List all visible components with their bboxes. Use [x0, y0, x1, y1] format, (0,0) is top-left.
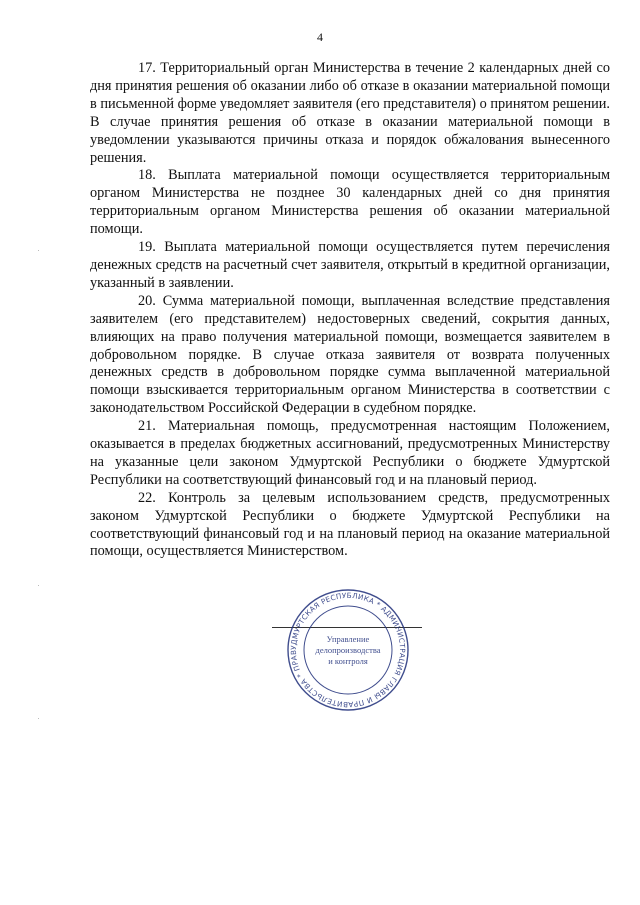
paragraph-21: 21. Материальная помощь, предусмотренная настоящим Положением, оказывается в пределах бюджетных ассигнований, предусмотренных Министерству на указанные цели законом Удмуртской Республики о бюджете Удмуртской Республики на соответствующий финансовый год и на плановый период.: [90, 418, 610, 488]
stamp-ring-text: УДМУРТСКАЯ РЕСПУБЛИКА * АДМИНИСТРАЦИЯ ГЛАВЫ И ПРАВИТЕЛЬСТВА * ПРАВ: [288, 590, 408, 710]
stamp-center-line-2: делопроизводства: [315, 645, 381, 655]
paragraph-22: 22. Контроль за целевым использованием средств, предусмотренных законом Удмуртской Республики о бюджете Удмуртской Республики на соответствующий финансовый год и на плановый период на оказание материальной помощи, осуществляется Министерством.: [90, 489, 610, 560]
paragraph-18: 18. Выплата материальной помощи осуществляется территориальным органом Министерства не позднее 30 календарных дней со дня принятия территориальным органом Министерства решения об оказании материальной помощи.: [90, 167, 610, 238]
paragraph-17: 17. Территориальный орган Министерства в течение 2 календарных дней со дня принятия решения об оказании либо об отказе в оказании материальной помощи в письменной форме уведомляет заявителя (его представителя) о принятом решении. В случае принятия решения об отказе в оказании материальной помощи в уведомлении указываются причины отказа и порядок обжалования вынесенного решения.: [90, 60, 610, 166]
stamp-center-line-3: и контроля: [328, 656, 368, 666]
paragraph-19: 19. Выплата материальной помощи осуществляется путем перечисления денежных средств на расчетный счет заявителя, открытый в кредитной организации, указанный в заявлении.: [90, 239, 610, 291]
scan-mark: [38, 250, 39, 251]
scan-mark: [38, 718, 39, 719]
official-stamp: [268, 588, 428, 713]
stamp-center-line-1: Управление: [326, 634, 370, 644]
paragraph-20: 20. Сумма материальной помощи, выплаченная вследствие представления заявителем (его представителем) недостоверных сведений, сокрытия данных, влияющих на право получения материальной помощи, возмещается заявителем в добровольном порядке. В случае отказа заявителя от возврата полученных денежных средств в добровольном порядке сумма выплаченной материальной помощи взыскивается территориальным органом Министерства в соответствии с законодательством Российской Федерации в судебном порядке.: [90, 292, 610, 417]
page-number: 4: [317, 30, 323, 44]
document-body: [90, 60, 610, 561]
stamp-seal-icon: [268, 588, 428, 713]
scan-mark: [38, 585, 39, 586]
